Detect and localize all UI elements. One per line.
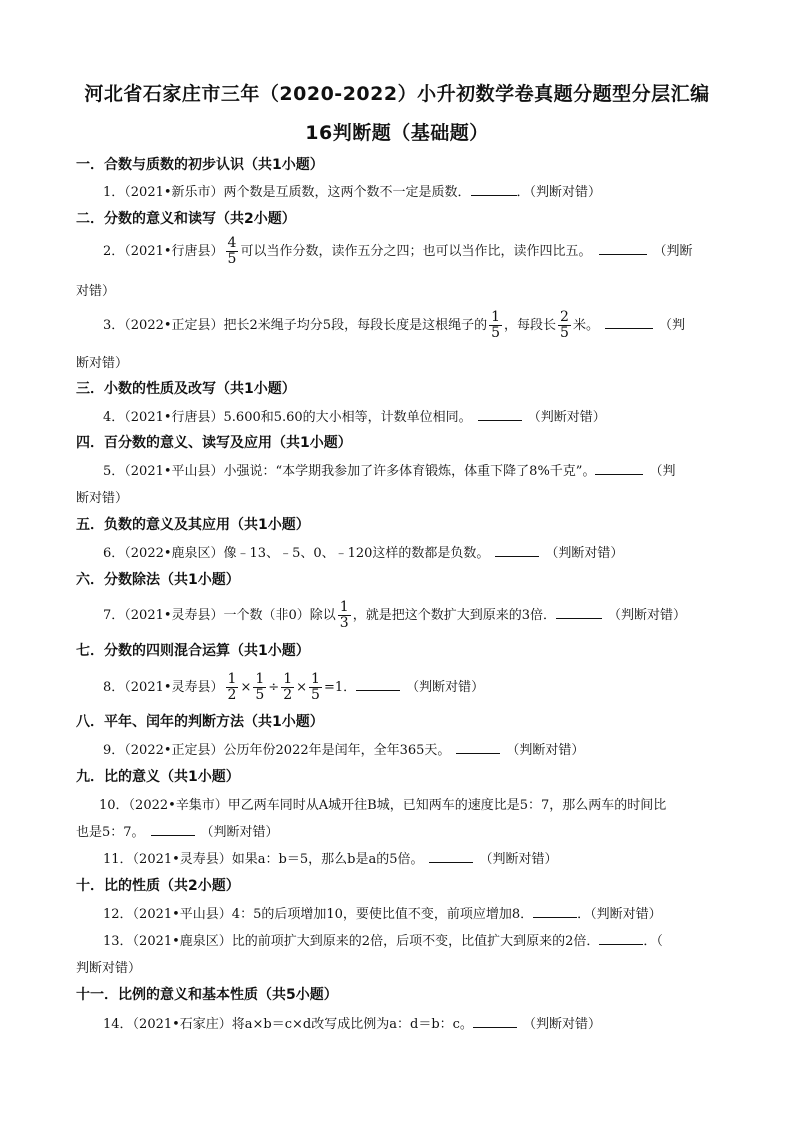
question-6: 6．（2022•鹿泉区）像﹣13、﹣5、0、﹣120这样的数都是负数。 （判断对错） — [103, 546, 624, 561]
question-2: 2．（2021•行唐县） $\frac{4}{5}$ 可以当作分数，读作五分之四；也可以当作比，读作四比五。 （判断 — [103, 235, 693, 267]
answer-blank[interactable] — [495, 544, 539, 557]
section-heading: 六．分数除法（共1小题） — [76, 572, 240, 588]
fraction: $\frac{4}{5}$ — [227, 235, 237, 267]
section-heading: 十一．比例的意义和基本性质（共5小题） — [76, 987, 338, 1003]
answer-blank[interactable] — [556, 606, 602, 619]
fraction: $\frac{2}{5}$ — [560, 309, 569, 341]
question-13-wrap: 判断对错） — [76, 961, 142, 976]
fraction: $\frac{1}{3}$ — [339, 599, 349, 631]
question-4: 4．（2021•行唐县）5.600和5.60的大小相等，计数单位相同。 （判断对错） — [103, 410, 606, 425]
section-heading: 九．比的意义（共1小题） — [76, 769, 240, 785]
answer-blank[interactable] — [595, 462, 643, 475]
question-2-wrap: 对错） — [76, 284, 116, 299]
question-7: 7．（2021•灵寿县）一个数（非0）除以 $\frac{1}{3}$ ，就是把这个数扩大到原来的3倍． （判断对错） — [103, 599, 687, 631]
section-heading: 一．合数与质数的初步认识（共1小题） — [76, 157, 324, 173]
answer-blank[interactable] — [471, 183, 517, 196]
question-5: 5．（2021•平山县）小强说：“本学期我参加了许多体育锻炼，体重下降了8%千克”。 （判 — [103, 464, 676, 479]
answer-blank[interactable] — [478, 408, 522, 421]
page-subtitle: 16判断题（基础题） — [305, 122, 489, 144]
answer-blank[interactable] — [599, 932, 643, 945]
question-12: 12．（2021•平山县）4：5的后项增加10，要使比值不变，前项应增加8． ．（判断对错） — [103, 907, 662, 922]
fraction: $\frac{1}{5}$ — [255, 671, 265, 703]
question-10: 10．（2022•辛集市）甲乙两车同时从A城开往B城，已知两车的速度比是5：7，那么两车的时间比 — [99, 798, 667, 813]
section-heading: 四．百分数的意义、读写及应用（共1小题） — [76, 435, 352, 451]
question-3-wrap: 断对错） — [76, 356, 129, 371]
answer-blank[interactable] — [605, 316, 653, 329]
question-11: 11．（2021•灵寿县）如果a：b＝5，那么b是a的5倍。 （判断对错） — [103, 852, 558, 867]
section-heading: 三．小数的性质及改写（共1小题） — [76, 381, 296, 397]
answer-blank[interactable] — [456, 741, 500, 754]
answer-blank[interactable] — [356, 678, 400, 691]
answer-blank[interactable] — [429, 850, 473, 863]
answer-blank[interactable] — [533, 905, 577, 918]
fraction: $\frac{1}{2}$ — [227, 671, 237, 703]
section-heading: 二．分数的意义和读写（共2小题） — [76, 211, 296, 227]
section-heading: 七．分数的四则混合运算（共1小题） — [76, 643, 310, 659]
fraction: $\frac{1}{2}$ — [283, 671, 293, 703]
section-heading: 八．平年、闰年的判断方法（共1小题） — [76, 714, 324, 730]
question-14: 14．（2021•石家庄）将a×b＝c×d改写成比例为a：d＝b：c。 （判断对错） — [103, 1017, 601, 1032]
question-13: 13．（2021•鹿泉区）比的前项扩大到原来的2倍，后项不变，比值扩大到原来的2倍． ．（ — [103, 934, 663, 949]
question-3: 3．（2022•正定县）把长2米绳子均分5段，每段长度是这根绳子的 $\frac{1}{5}$ ，每段长 $\frac{2}{5}$ 米。 （判 — [103, 309, 685, 341]
question-9: 9．（2022•正定县）公历年份2022年是闰年，全年365天。 （判断对错） — [103, 743, 585, 758]
answer-blank[interactable] — [599, 242, 647, 255]
answer-blank[interactable] — [473, 1015, 517, 1028]
question-10-wrap: 也是5：7。 （判断对错） — [76, 825, 279, 840]
section-heading: 五．负数的意义及其应用（共1小题） — [76, 517, 310, 533]
fraction: $\frac{1}{5}$ — [491, 309, 500, 341]
section-heading: 十．比的性质（共2小题） — [76, 878, 240, 894]
page-title: 河北省石家庄市三年（2020-2022）小升初数学卷真题分题型分层汇编 — [84, 83, 710, 105]
question-1: 1．（2021•新乐市）两个数是互质数，这两个数不一定是质数． ．（判断对错） — [103, 185, 602, 200]
question-5-wrap: 断对错） — [76, 491, 129, 506]
answer-blank[interactable] — [151, 823, 195, 836]
fraction: $\frac{1}{5}$ — [311, 671, 320, 703]
question-8: 8．（2021•灵寿县） $\frac{1}{2}$ × $\frac{1}{5}$ ÷ $\frac{1}{2}$ × $\frac{1}{5}$ =1． （判断对错） — [103, 671, 485, 703]
